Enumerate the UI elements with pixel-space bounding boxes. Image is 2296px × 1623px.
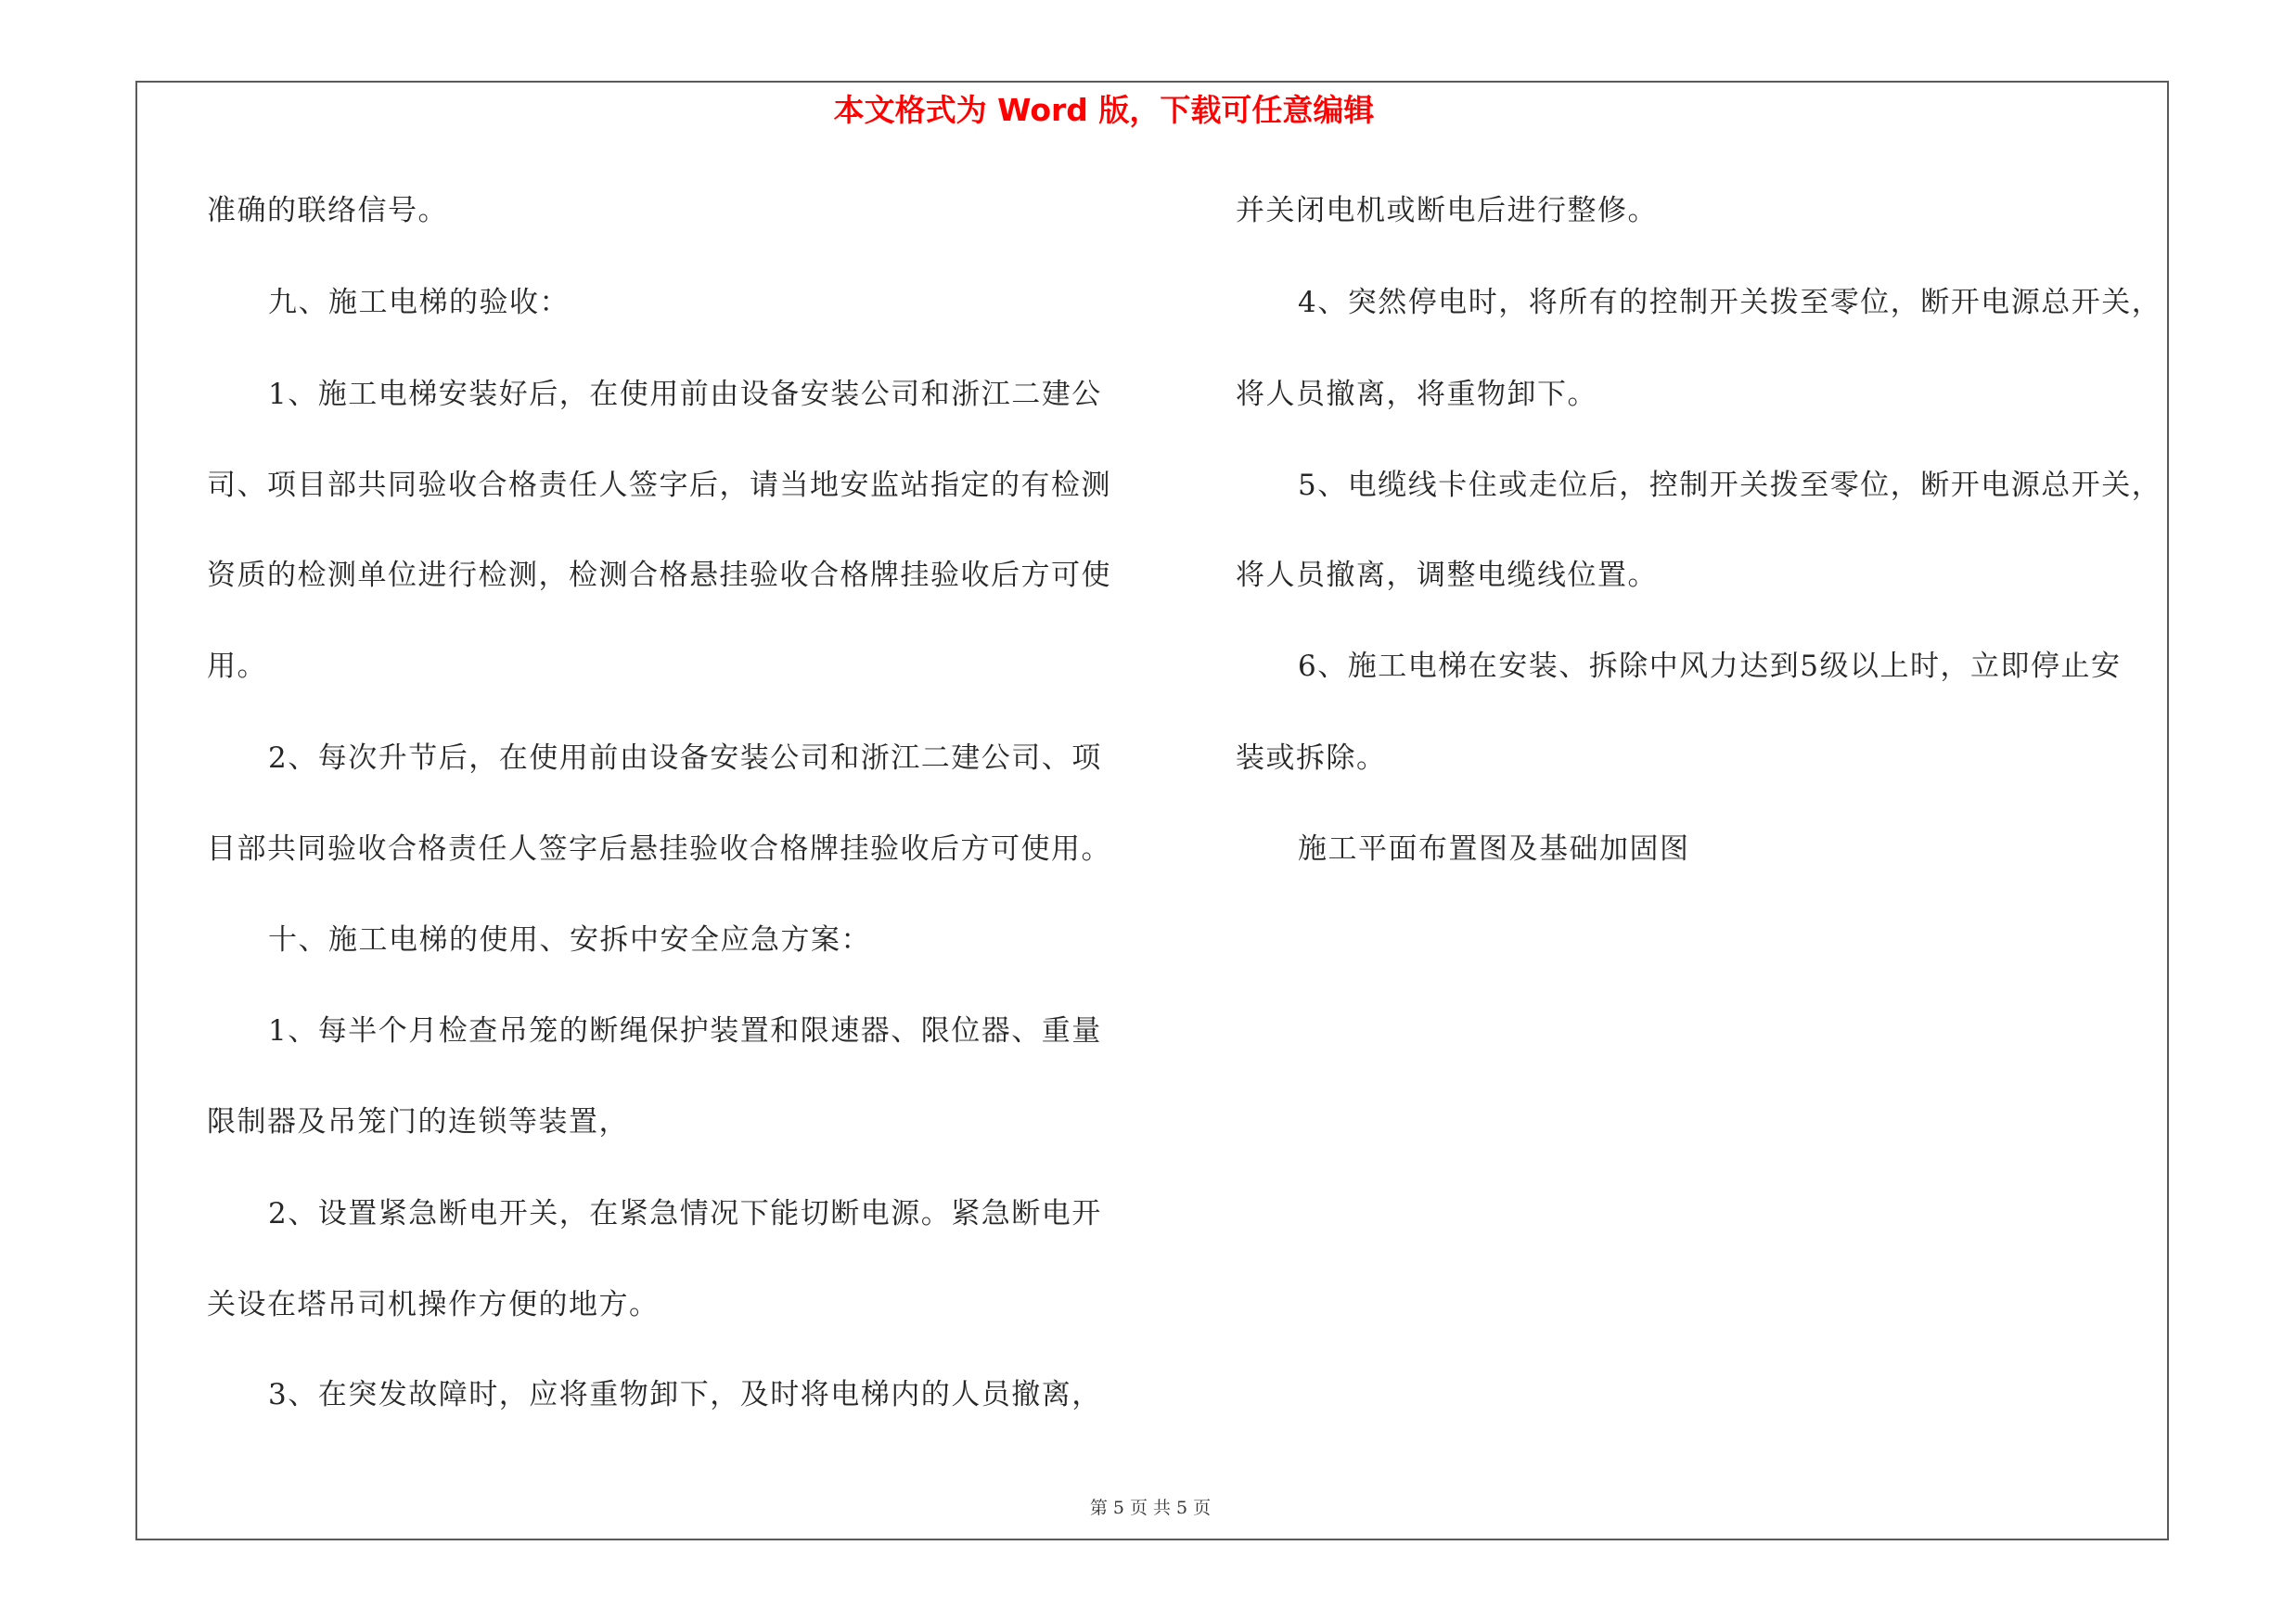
page-number-footer: 第 5 页 共 5 页: [1089, 1498, 1212, 1518]
left-line: 司、项目部共同验收合格责任人签字后，请当地安监站指定的有检测: [207, 469, 1111, 502]
left-line: 关设在塔吊司机操作方便的地方。: [207, 1288, 660, 1321]
figure-caption-layout-plan: 施工平面布置图及基础加固图: [1298, 832, 1690, 866]
left-line: 用。: [207, 650, 267, 683]
section-heading-emergency-plan: 十、施工电梯的使用、安拆中安全应急方案：: [268, 923, 871, 957]
left-line: 2、每次升节后，在使用前由设备安装公司和浙江二建公司、项: [268, 741, 1102, 775]
left-line: 2、设置紧急断电开关，在紧急情况下能切断电源。紧急断电开: [268, 1197, 1102, 1230]
left-line: 资质的检测单位进行检测，检测合格悬挂验收合格牌挂验收后方可使: [207, 559, 1111, 592]
section-heading-acceptance: 九、施工电梯的验收：: [268, 286, 570, 319]
left-line: 准确的联络信号。: [207, 194, 448, 227]
left-line: 3、在突发故障时，应将重物卸下，及时将电梯内的人员撤离，: [268, 1378, 1102, 1411]
right-line: 装或拆除。: [1236, 741, 1387, 775]
left-line: 目部共同验收合格责任人签字后悬挂验收合格牌挂验收后方可使用。: [207, 832, 1111, 866]
left-line: 限制器及吊笼门的连锁等装置，: [207, 1105, 629, 1139]
right-line: 5、电缆线卡住或走位后，控制开关拨至零位，断开电源总开关，: [1298, 469, 2162, 502]
right-line: 4、突然停电时，将所有的控制开关拨至零位，断开电源总开关，: [1298, 286, 2162, 319]
right-line: 6、施工电梯在安装、拆除中风力达到5级以上时，立即停止安: [1298, 650, 2122, 683]
left-line: 1、每半个月检查吊笼的断绳保护装置和限速器、限位器、重量: [268, 1014, 1102, 1048]
left-line: 1、施工电梯安装好后，在使用前由设备安装公司和浙江二建公: [268, 378, 1102, 411]
right-line: 并关闭电机或断电后进行整修。: [1236, 194, 1658, 227]
right-line: 将人员撤离，调整电缆线位置。: [1236, 559, 1658, 592]
format-notice-header: 本文格式为 Word 版，下载可任意编辑: [833, 92, 1375, 128]
right-line: 将人员撤离，将重物卸下。: [1236, 378, 1597, 411]
